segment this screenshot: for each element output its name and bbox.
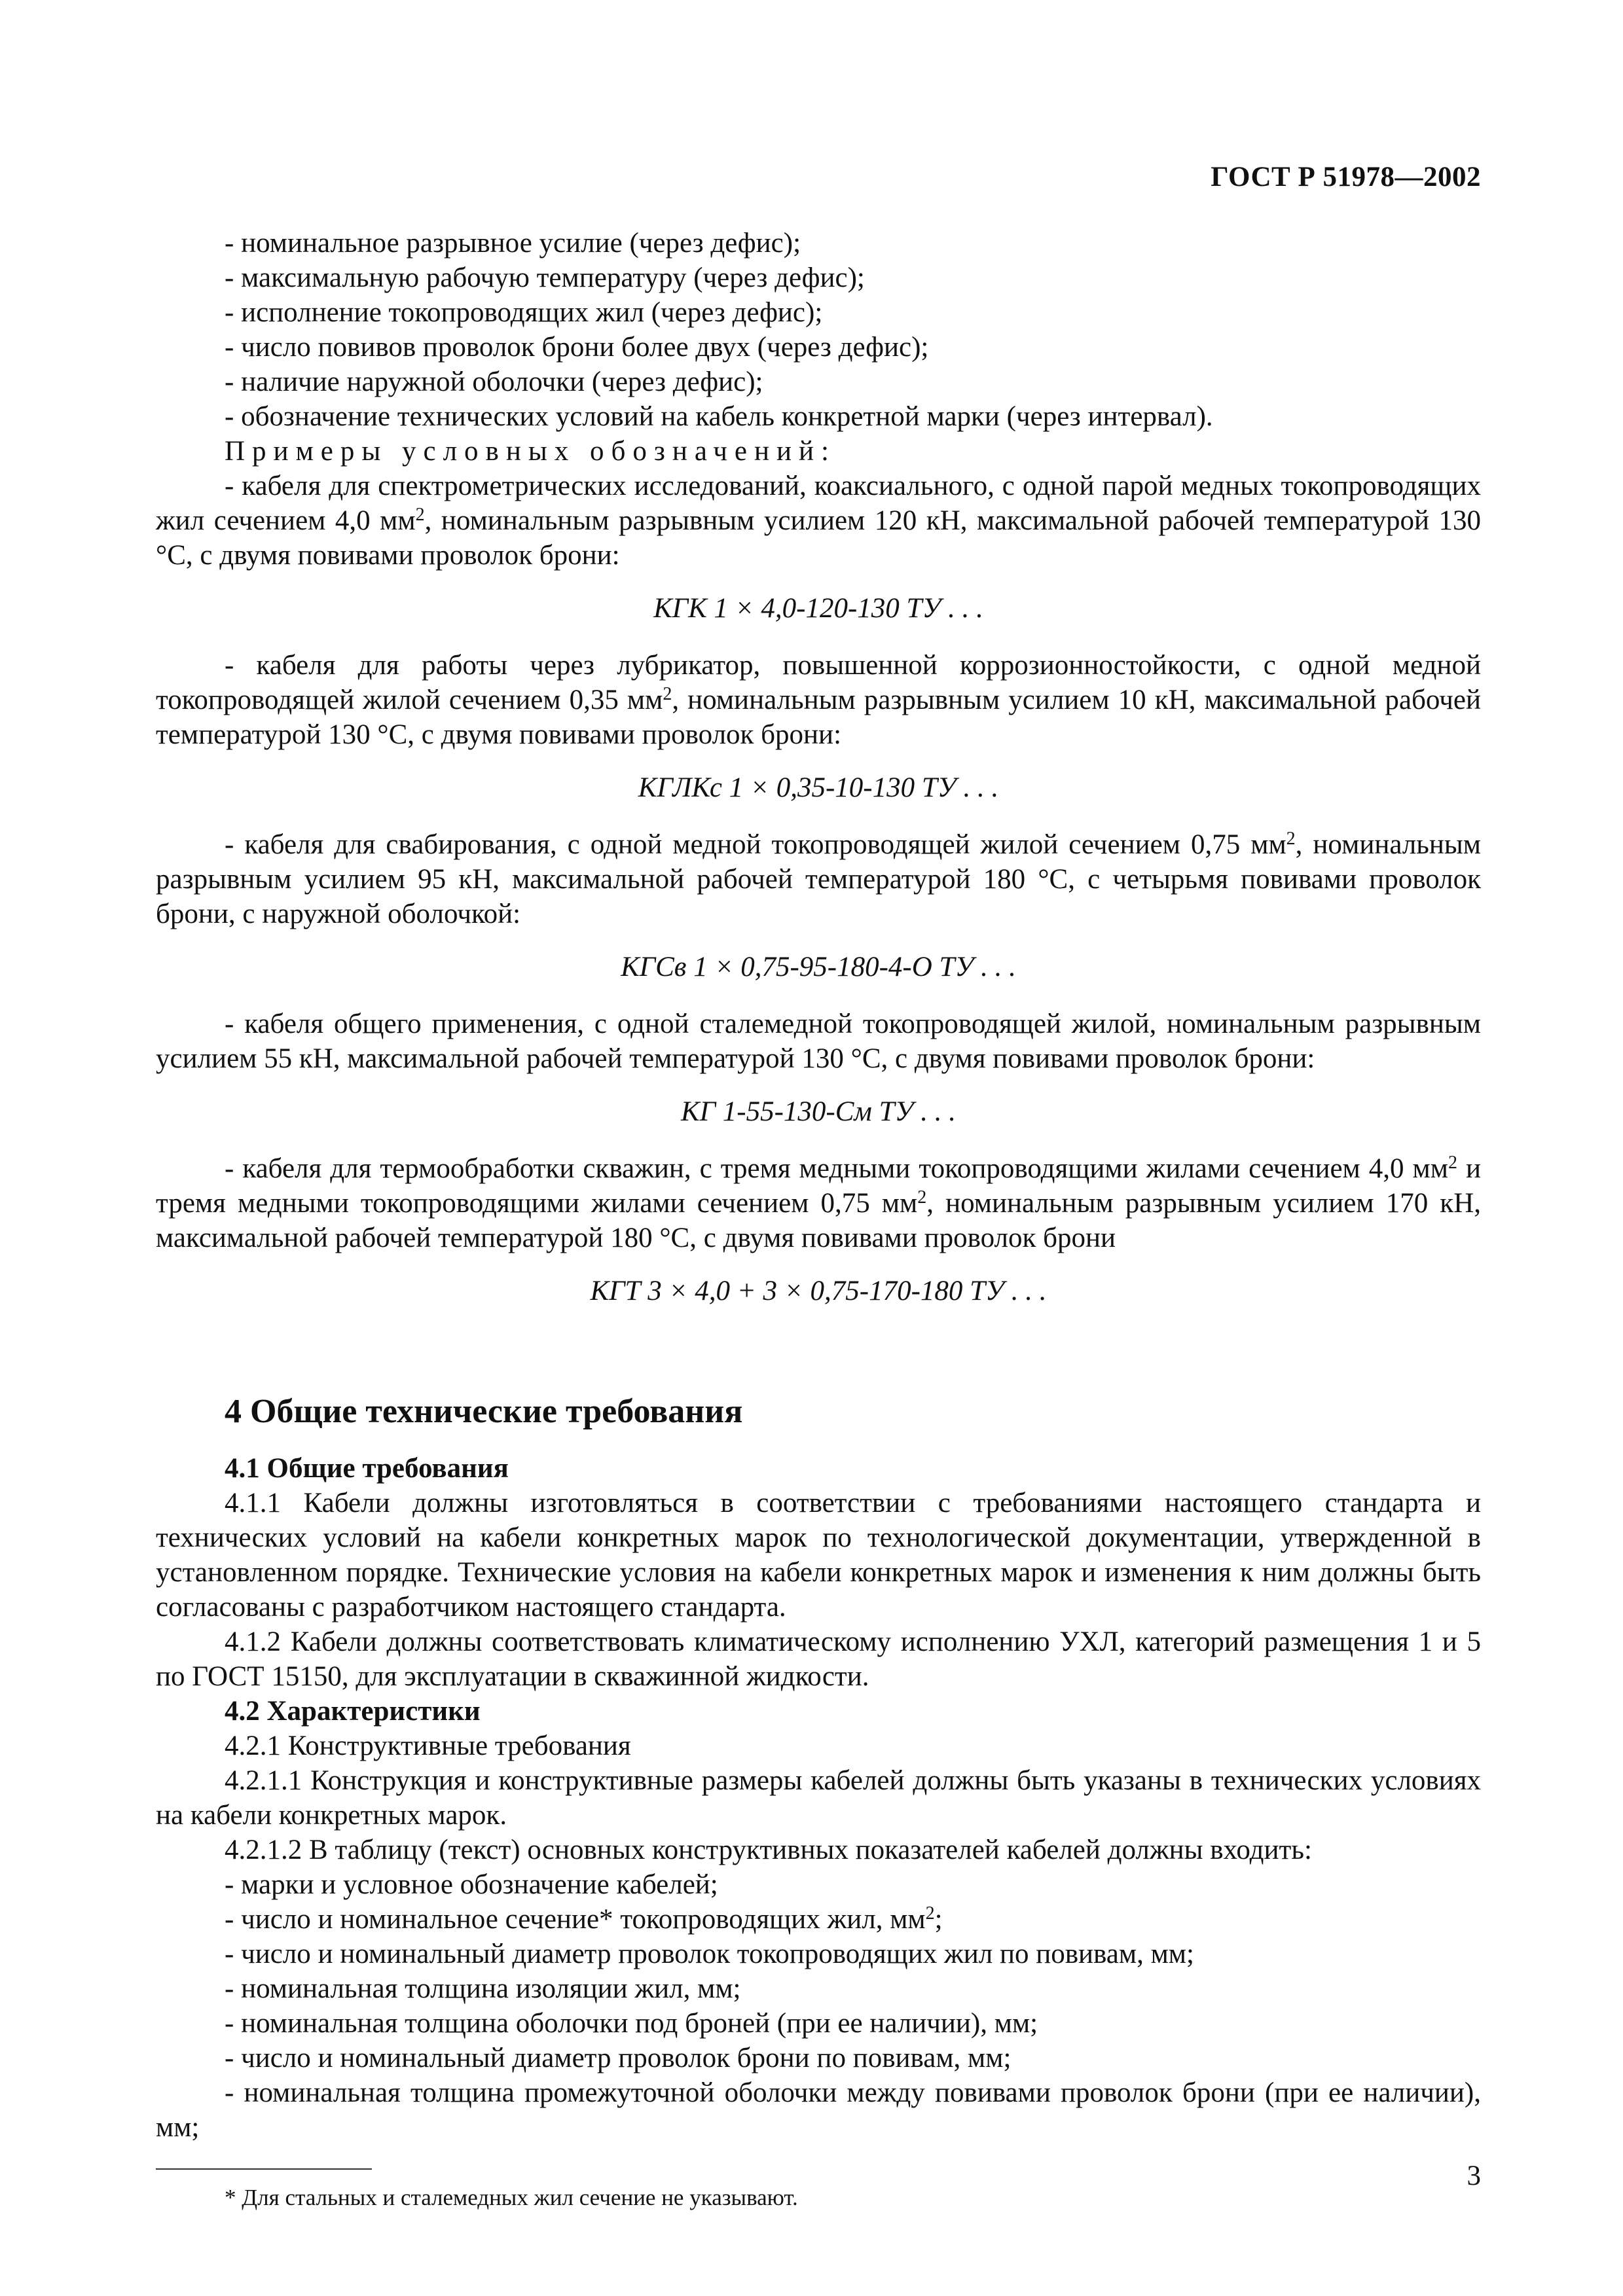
- list-item: - обозначение технических условий на кабель конкретной марки (через интервал).: [225, 401, 1213, 432]
- designation-formula: КГК 1 × 4,0-120-130 ТУ . . .: [653, 593, 983, 624]
- examples-heading: Примеры условных обозначений:: [225, 436, 836, 467]
- clause-paragraph: 4.2.1 Конструктивные требования: [225, 1731, 631, 1761]
- example-paragraph: - кабеля общего применения, с одной сталемедной токопроводящей жилой, номинальным разрывным усилием 55 кН, максимальной рабочей температурой 130 °С, с двумя повивами проволок брони:: [156, 1009, 1481, 1074]
- example-paragraph: - кабеля для спектрометрических исследований, коаксиального, с одной парой медных токопроводящих жил сечением 4,0 $мм^2$, номинальным разрывным усилием 120 кН, максимальной рабочей температурой 130 °С, с двумя повивами проволок брони:: [156, 471, 1481, 571]
- designation-formula: КГТ 3 × 4,0 + 3 × 0,75-170-180 ТУ . . .: [590, 1276, 1047, 1306]
- document-header: ГОСТ Р 51978—2002: [1211, 162, 1481, 192]
- clause-paragraph: 4.1.1 Кабели должны изготовляться в соответствии с требованиями настоящего стандарта и технических условий на кабели конкретных марок по технологической документации, утвержденной в установленном порядке. Технические условия на кабели конкретных марок и изменения к ним должны быть согласованы с разработчиком настоящего стандарта.: [156, 1488, 1481, 1623]
- list-item: - число повивов проволок брони более двух (через дефис);: [225, 332, 929, 363]
- list-item: - число и номинальный диаметр проволок токопроводящих жил по повивам, мм;: [225, 1939, 1194, 1969]
- example-paragraph: - кабеля для термообработки скважин, с тремя медными токопроводящими жилами сечением 4,0 $мм^2$ и тремя медными токопроводящими жилами сечением 0,75 $мм^2$, номинальным разрывным усилием 170 кН, максимальной рабочей температурой 180 °С, с двумя повивами проволок брони: [156, 1153, 1481, 1253]
- subsection-heading: 4.2 Характеристики: [225, 1696, 481, 1727]
- clause-paragraph: 4.2.1.2 В таблицу (текст) основных конструктивных показателей кабелей должны входить:: [225, 1835, 1312, 1865]
- clause-paragraph: 4.2.1.1 Конструкция и конструктивные размеры кабелей должны быть указаны в технических условиях на кабели конкретных марок.: [156, 1765, 1481, 1831]
- list-item: - максимальную рабочую температуру (через дефис);: [225, 262, 865, 293]
- list-item: - номинальная толщина промежуточной оболочки между повивами проволок брони (при ее наличии), мм;: [156, 2077, 1481, 2143]
- list-item: - исполнение токопроводящих жил (через дефис);: [225, 297, 823, 328]
- footnote-divider: [156, 2168, 372, 2170]
- example-paragraph: - кабеля для свабирования, с одной медной токопроводящей жилой сечением 0,75 $мм^2$, номинальным разрывным усилием 95 кН, максимальной рабочей температурой 180 °С, с четырьмя повивами проволок брони, с наружной оболочкой:: [156, 829, 1481, 929]
- designation-formula: КГСв 1 × 0,75-95-180-4-О ТУ . . .: [621, 952, 1016, 982]
- list-item: - номинальная толщина оболочки под броней (при ее наличии), мм;: [225, 2008, 1038, 2039]
- footnote: * Для стальных и сталемедных жил сечение не указывают.: [225, 2185, 798, 2210]
- page-number: 3: [1467, 2161, 1481, 2191]
- list-item: - номинальное разрывное усилие (через дефис);: [225, 228, 801, 259]
- designation-formula: КГ 1-55-130-См ТУ . . .: [681, 1096, 956, 1127]
- subsection-heading: 4.1 Общие требования: [225, 1453, 509, 1484]
- designation-formula: КГЛКс 1 × 0,35-10-130 ТУ . . .: [638, 772, 999, 803]
- clause-paragraph: 4.1.2 Кабели должны соответствовать климатическому исполнению УХЛ, категорий размещения 1 и 5 по ГОСТ 15150, для эксплуатации в скважинной жидкости.: [156, 1626, 1481, 1692]
- section-heading: 4 Общие технические требования: [225, 1393, 743, 1430]
- list-item: - число и номинальный диаметр проволок брони по повивам, мм;: [225, 2043, 1012, 2073]
- list-item: - марки и условное обозначение кабелей;: [225, 1869, 718, 1900]
- example-paragraph: - кабеля для работы через лубрикатор, повышенной коррозионностойкости, с одной медной токопроводящей жилой сечением 0,35 $мм^2$, номинальным разрывным усилием 10 кН, максимальной рабочей температурой 130 °С, с двумя повивами проволок брони:: [156, 650, 1481, 750]
- list-item: - наличие наружной оболочки (через дефис);: [225, 367, 763, 397]
- list-item: - число и номинальное сечение* токопроводящих жил, $мм^2$;: [225, 1903, 943, 1935]
- page-content: [156, 226, 1481, 2213]
- list-item: - номинальная толщина изоляции жил, мм;: [225, 1973, 741, 2004]
